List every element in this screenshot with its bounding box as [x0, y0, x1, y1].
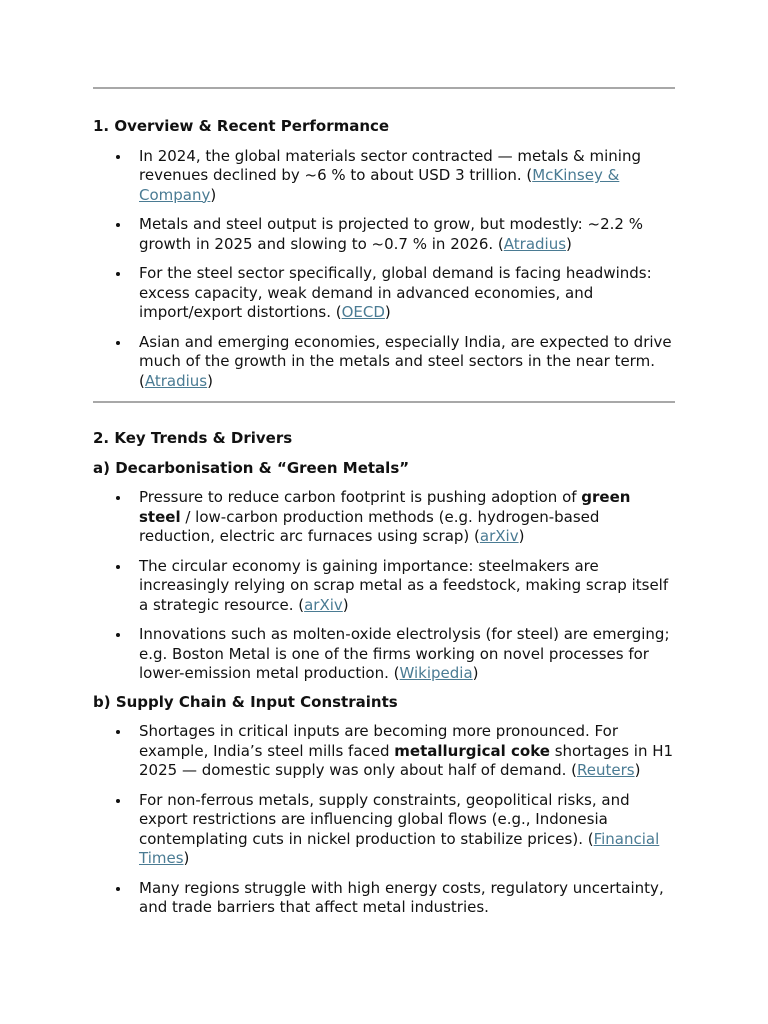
item-text-end: ) [384, 303, 391, 321]
source-link-arxiv[interactable]: arXiv [304, 595, 343, 614]
bold-term: green steel [139, 488, 631, 526]
supply-chain-list [93, 722, 675, 918]
horizontal-rule [93, 87, 675, 89]
list-item [93, 722, 675, 781]
list-item [93, 879, 675, 918]
item-text: Many regions struggle with high energy costs, regulatory uncertainty, and trade barriers that affect metal industries. [139, 878, 664, 916]
item-text: Innovations such as molten-oxide electrolysis (for steel) are emerging; e.g. Boston Metal is one of the firms working on novel processes for lower-emission metal production. ( [139, 625, 670, 682]
item-text-end: ) [210, 185, 217, 204]
item-text: / low-carbon production methods (e.g. hydrogen-based reduction, electric arc furnaces using scrap) ( [139, 507, 600, 545]
section-heading-overview: 1. Overview & Recent Performance [93, 117, 390, 135]
list-item [93, 488, 675, 547]
subheading-decarbonisation: a) Decarbonisation & “Green Metals” [93, 458, 410, 477]
item-text-end: ) [518, 527, 525, 545]
item-text: Metals and steel output is projected to grow, but modestly: ~2.2 % growth in 2025 and slowing to ~0.7 % in 2026. ( [139, 215, 643, 253]
list-item [93, 557, 675, 616]
horizontal-rule [93, 401, 675, 403]
item-text-end: ) [342, 595, 349, 614]
list-item [93, 264, 675, 323]
list-item [93, 215, 675, 254]
section-heading-trends: 2. Key Trends & Drivers [93, 429, 293, 447]
item-text: shortages in H1 2025 — domestic supply was only about half of demand. ( [139, 741, 674, 779]
decarbonisation-list [93, 488, 675, 684]
item-text-end: ) [566, 234, 572, 253]
source-link-arxiv[interactable]: arXiv [479, 527, 519, 545]
source-link-reuters[interactable]: Reuters [577, 761, 635, 779]
bold-term: metallurgical coke [394, 741, 550, 760]
item-text: The circular economy is gaining importance: steelmakers are increasingly relying on scrap metal as a feedstock, making scrap itself a strategic resource. ( [139, 556, 669, 614]
overview-list [93, 147, 675, 392]
source-link-financial-times[interactable]: Financial Times [139, 829, 660, 867]
list-item [93, 333, 675, 392]
item-text: In 2024, the global materials sector contracted — metals & mining revenues declined by ~6 % to about USD 3 trillion. ( [139, 146, 641, 184]
source-link-oecd[interactable]: OECD [341, 303, 385, 321]
item-text: Pressure to reduce carbon footprint is pushing adoption of [139, 488, 582, 506]
item-text: Shortages in critical inputs are becoming more pronounced. For example, India’s steel mills faced [139, 722, 618, 760]
item-text-end: ) [634, 761, 641, 779]
list-item [93, 791, 675, 869]
document-content [93, 87, 675, 918]
item-text-end: ) [207, 371, 213, 390]
item-text-end: ) [183, 849, 190, 867]
list-item [93, 625, 675, 684]
source-link-mckinsey[interactable]: McKinsey & Company [139, 166, 620, 204]
item-text: Asian and emerging economies, especially India, are expected to drive much of the growth in the metals and steel sectors in the near term. ( [139, 332, 672, 390]
list-item [93, 147, 675, 206]
item-text: For non-ferrous metals, supply constraints, geopolitical risks, and export restrictions are influencing global flows (e.g., Indonesia contemplating cuts in nickel production to stabilize prices). ( [139, 790, 630, 848]
source-link-atradius[interactable]: Atradius [144, 371, 208, 390]
item-text: For the steel sector specifically, global demand is facing headwinds: excess capacity, weak demand in advanced economies, and import/export distortions. ( [139, 264, 652, 321]
subheading-supply-chain: b) Supply Chain & Input Constraints [93, 692, 398, 711]
item-text-end: ) [472, 664, 479, 682]
source-link-atradius[interactable]: Atradius [503, 234, 567, 253]
source-link-wikipedia[interactable]: Wikipedia [399, 664, 473, 682]
